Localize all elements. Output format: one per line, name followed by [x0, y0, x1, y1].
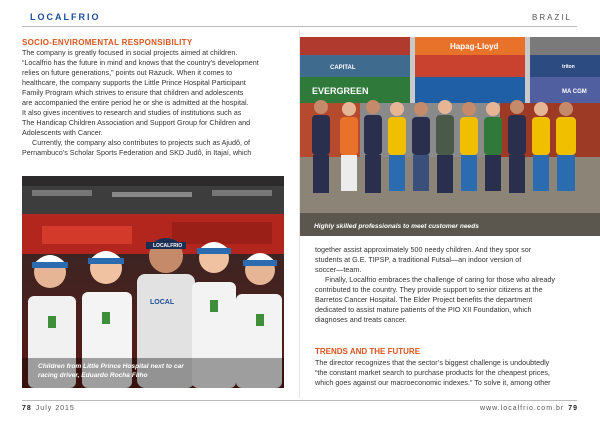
text-line: healthcare, the company supports the Little Prince Hospital Participant	[22, 78, 246, 87]
right-body-text-2	[315, 358, 577, 388]
text-line: Pernambuco’s Scholar Sports Federation and SKD Judô, in Itajaí, which	[22, 148, 252, 157]
children-photo-illustration	[22, 176, 284, 388]
container-label-hapag: Hapag-Lloyd	[450, 42, 499, 51]
website-url: www.localfrio.com.br	[480, 405, 565, 412]
text-line: students at G.E. TIPSP, a traditional Futsal—an indoor version of	[315, 255, 522, 264]
subsection-title: TRENDS AND THE FUTURE	[315, 347, 421, 356]
photo-caption-2: racing driver, Eduardo Rocha Filho	[38, 372, 148, 379]
shirt-label: LOCAL	[150, 299, 175, 306]
text-line: Finally, Localfrio embraces the challenge of caring for those who already	[325, 275, 555, 284]
container-label-cgm: MA CGM	[562, 89, 587, 95]
country-label: BRAZIL	[531, 13, 572, 22]
section-title: SOCIO-ENVIROMENTAL RESPONSIBILITY	[22, 38, 193, 47]
text-line: Adolescents with Cancer.	[22, 128, 103, 137]
text-line: soccer—team.	[315, 265, 362, 274]
footer-divider	[22, 400, 577, 401]
page-number-right: 79	[568, 405, 578, 412]
text-line: The company is greatly focused in social projects aimed at children.	[22, 48, 238, 57]
text-line: Currently, the company also contributes to projects such as Ajudô, of	[32, 138, 250, 147]
cap-label: LOCALFRIO	[153, 243, 183, 249]
team-photo	[300, 37, 600, 236]
text-line: It also gives incentives to research and studies of institutions such as	[22, 108, 242, 117]
page-number-left: 78	[22, 405, 32, 412]
issue-date: July 2015	[35, 405, 75, 412]
text-line: are accompanied the entire period he or she is admitted at the hospital.	[22, 98, 249, 107]
brand-logo: LOCALFRIO	[30, 12, 101, 22]
text-line: “Localfrio has the future in mind and knows that the country’s development	[22, 58, 259, 67]
container-label-triton: triton	[562, 64, 575, 70]
text-line: The director recognizes that the sector’s biggest challenge is undoubtedly	[315, 358, 550, 367]
text-line: relies on future generations,” points out Razuck. When it comes to	[22, 68, 233, 77]
container-label-evergreen: EVERGREEN	[312, 86, 369, 96]
text-line: Family Program which strives to ensure that children and adolescents	[22, 88, 244, 97]
text-line: dedicated to assist mature patients of the PIO XII Foundation, which	[315, 305, 532, 314]
text-line: The Handicap Children Association and Support Group for Children and	[22, 118, 251, 127]
text-line: diagnoses and treats cancer.	[315, 315, 407, 324]
footer-left	[22, 405, 75, 412]
text-line: Barretos Cancer Hospital. The Elder Project benefits the department	[315, 295, 533, 304]
text-line: contributed to the country. They provide support to senior citizens at the	[315, 285, 543, 294]
footer-right	[480, 405, 578, 412]
right-body-text	[315, 245, 577, 325]
text-line: “the constant market search to purchase products for the cheapest prices,	[315, 368, 550, 377]
team-photo-caption: Highly skilled professionals to meet customer needs	[314, 223, 479, 230]
text-line: together assist approximately 500 needy children. And they spor sor	[315, 245, 532, 254]
children-photo	[22, 176, 284, 388]
team-photo-illustration	[300, 37, 600, 236]
header-divider	[22, 26, 577, 27]
left-body-text	[22, 48, 284, 158]
text-line: which goes against our macroeconomic indexes.” To solve it, among other	[315, 378, 551, 387]
photo-caption-1: Children from Little Prince Hospital next to car	[38, 363, 184, 370]
container-label-capital: CAPITAL	[330, 65, 356, 71]
